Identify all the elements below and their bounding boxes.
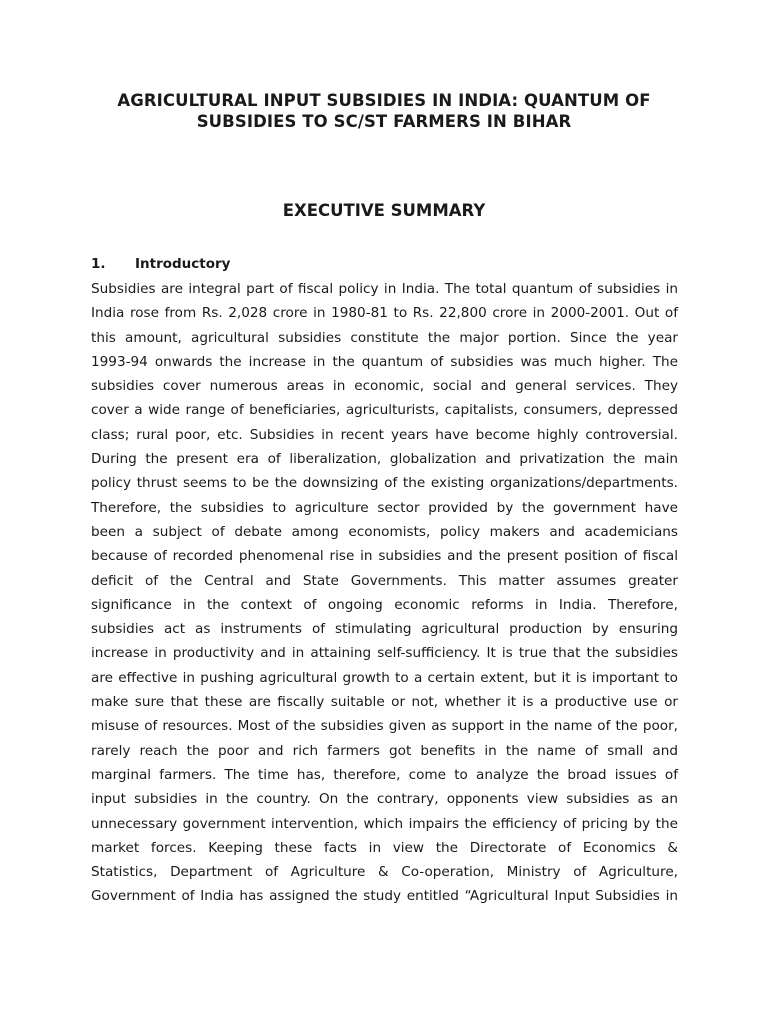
paragraph-line: unnecessary government intervention, which impairs the efficiency of pricing by the — [91, 815, 678, 832]
paragraph-line: Statistics, Department of Agriculture & Co-operation, Ministry of Agriculture, — [91, 864, 678, 881]
paragraph-line: cover a wide range of beneficiaries, agriculturists, capitalists, consumers, depressed — [91, 402, 678, 419]
paragraph-line: 1993-94 onwards the increase in the quantum of subsidies was much higher. The — [91, 353, 678, 370]
section-title: EXECUTIVE SUMMARY — [282, 201, 486, 220]
body-paragraph — [91, 277, 678, 909]
paragraph-line: significance in the context of ongoing economic reforms in India. Therefore, — [91, 596, 678, 613]
paragraph-line: Subsidies are integral part of fiscal policy in India. The total quantum of subsidies in — [91, 281, 678, 297]
subsection-number: 1. — [91, 256, 106, 272]
paragraph-line: rarely reach the poor and rich farmers got benefits in the name of small and — [91, 742, 678, 759]
paragraph-line: make sure that these are fiscally suitable or not, whether it is a productive use or — [91, 694, 678, 711]
subsection-title: Introductory — [135, 256, 231, 272]
paragraph-line: India rose from Rs. 2,028 crore in 1980-81 to Rs. 22,800 crore in 2000-2001. Out of — [91, 305, 678, 322]
paragraph-line: Therefore, the subsidies to agriculture sector provided by the government have — [91, 499, 678, 516]
paragraph-line: been a subject of debate among economists, policy makers and academicians — [91, 523, 678, 540]
paragraph-line: subsidies cover numerous areas in economic, social and general services. They — [91, 378, 678, 395]
paragraph-line: policy thrust seems to be the downsizing of the existing organizations/departments. — [91, 475, 678, 492]
paragraph-line: misuse of resources. Most of the subsidies given as support in the name of the poor, — [91, 718, 678, 735]
document-title-line: SUBSIDIES TO SC/ST FARMERS IN BIHAR — [196, 112, 572, 131]
subsection-heading — [91, 255, 230, 273]
document-title — [60, 90, 708, 132]
paragraph-line: marginal farmers. The time has, therefore, come to analyze the broad issues of — [91, 766, 678, 783]
paragraph-line: class; rural poor, etc. Subsidies in recent years have become highly controversial. — [91, 426, 678, 443]
paragraph-line: are effective in pushing agricultural growth to a certain extent, but it is important to — [91, 669, 678, 686]
paragraph-line: During the present era of liberalization, globalization and privatization the main — [91, 451, 678, 468]
document-title-line: AGRICULTURAL INPUT SUBSIDIES IN INDIA: QUANTUM OF — [117, 91, 651, 110]
paragraph-line: deficit of the Central and State Governments. This matter assumes greater — [91, 572, 678, 589]
paragraph-line: market forces. Keeping these facts in view the Directorate of Economics & — [91, 839, 678, 856]
paragraph-line: input subsidies in the country. On the contrary, opponents view subsidies as an — [91, 791, 678, 808]
paragraph-line: this amount, agricultural subsidies constitute the major portion. Since the year — [91, 329, 678, 346]
paragraph-line: increase in productivity and in attaining self-sufficiency. It is true that the subsidies — [91, 645, 678, 662]
paragraph-line: Government of India has assigned the study entitled “Agricultural Input Subsidies in — [91, 888, 678, 905]
paragraph-line: because of recorded phenomenal rise in subsidies and the present position of fiscal — [91, 548, 678, 565]
paragraph-line: subsidies act as instruments of stimulating agricultural production by ensuring — [91, 621, 678, 638]
